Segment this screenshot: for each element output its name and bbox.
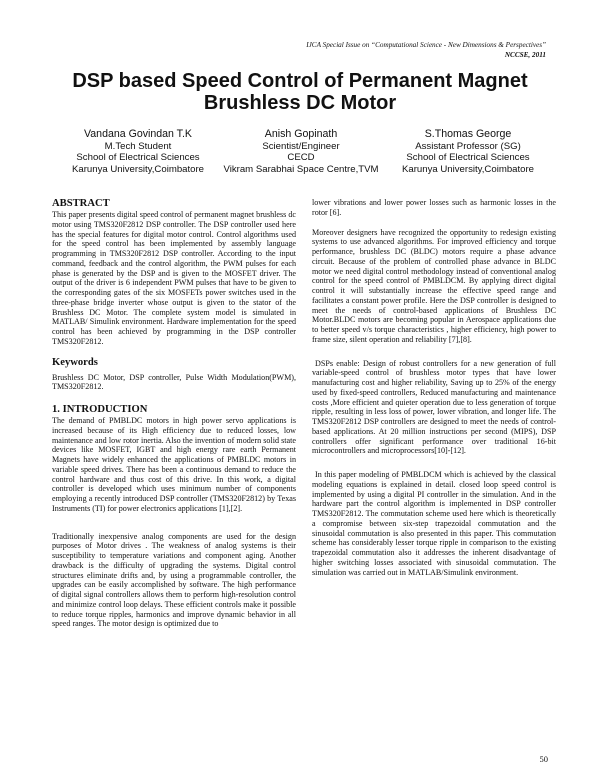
right-paragraph-4: In this paper modeling of PMBLDCM which is achieved by the classical modeling equations is explained in detail. closed loop speed control is implemented by using a digital PI controller in the simulation. And in the hardware part the control algorithm is implemented in DSP controller TMS320F2812. The commutation scheme used here which is theoretically a compromise between six-step trapezoidal commutation and the sinusoidal commutation is also presented in this paper. This commutation scheme has considerably lesser torque ripple in comparison to the existing trapezoidal commutation also it addresses the inherent disadvantage of higher switching losses associated with sinusoidal commutation. The simulation was carried out in MATLAB/Simulink environment. (312, 470, 556, 577)
author-role: Scientist/Engineer (262, 140, 340, 152)
intro-paragraph-2: Traditionally inexpensive analog components are used for the design purposes of Motor drives . The weakness of analog systems is their susceptibility to temperature variations and component aging. Another drawback is the difficulty of upgrading the systems. Digital control structures eliminate drifts and, by using a programmable controller, the upgrades can be easily accomplished by software. The high performance of digital signal controllers allows them to perform high-resolution control and minimize control loop delays. These efficient controls make it possible to reduce torque ripples, harmonics and improve dynamic behavior in all speed ranges. The motor design is optimized due to (52, 531, 296, 629)
running-header-journal: IJCA Special Issue on “Computational Science - New Dimensions & Perspectives” (306, 41, 546, 49)
page-number: 50 (539, 754, 548, 764)
abstract-heading: ABSTRACT (52, 198, 110, 209)
author-role: Assistant Professor (SG) (415, 140, 521, 152)
author-role: M.Tech Student (104, 140, 172, 152)
author-name: Vandana Govindan T.K (84, 128, 192, 140)
left-column (52, 198, 296, 629)
running-header-issue: NCCSE, 2011 (504, 51, 546, 59)
author-org: Vikram Sarabhai Space Centre,TVM (223, 163, 379, 175)
right-paragraph-2: Moreover designers have recognized the opportunity to redesign existing systems to use advanced algorithms. For improved efficiency and torque performance, brushless DC (BLDC) motors require a phase advance circuit. Because of the problem of controlled phase advance in BLDC motor we need digital control methodology instead of conventional analog control for the speed control of PMBLDCM. By applying direct digital control it will substantially increase the effective speed range and facilitates a constant power profile. Here the DSP controller is designed to meet the needs of control-based applications of Brushless DC Motor.BLDC motors are becoming popular in Aerospace applications due to better speed v/s torque characteristics , higher efficiency, high power to frame size, silent operation and reliability [7],[8]. (312, 227, 556, 344)
keywords-heading: Keywords (52, 356, 98, 368)
intro-heading: 1. INTRODUCTION (52, 404, 148, 415)
author-block-3 (383, 128, 553, 175)
author-name: S.Thomas George (424, 128, 512, 140)
right-paragraph-1: lower vibrations and lower power losses such as harmonic losses in the rotor [6]. (312, 198, 556, 217)
intro-paragraph-1: The demand of PMBLDC motors in high power servo applications is increased because of its High efficiency due to reduced losses, low maintenance and low rotor inertia. Also the invention of modern solid state devices like MOSFET, IGBT and high energy rare earth Permanent Magnets have widely enhanced the applications of PMBLDC motors in variable speed drives. There has been a continuous demand to reduce the control hardware and thus cost of this drive. In this work, a digital controller is developed which uses minimum number of components employing a recently introduced DSP controller (TMS320F2812) by Texas Instruments (TI) for power electronics applications [1],[2]. (52, 416, 296, 513)
author-name: Anish Gopinath (264, 128, 338, 140)
abstract-text: This paper presents digital speed control of permanent magnet brushless dc motor using TMS320F2812 DSP controller. The DSP controller used here has the special features for digital motor control. Control algorithms used for the speed control has been implemented by assembly language programming in TMS320F2812 DSP controller. According to the input command, feedback and the control algorithm, the PWM pulses for each phase is generated by the DSP and is given to the MOSFET driver. The output of the driver is 6 independent PWM pulses that have to be given to the corresponding gates of the six MOSFETs power switches used in the three-phase bridge inverter whose output is given to the stator of the Brushless DC Motor. The complete system model is simulated in MATLAB/ Simulink environment. Hardware implementation for the speed control has been achieved by programming in the DSP controller TMS320F2812. (52, 210, 296, 346)
author-dept: School of Electrical Sciences (76, 152, 200, 164)
author-dept: School of Electrical Sciences (406, 152, 530, 164)
author-block-1 (53, 128, 223, 175)
author-dept: CECD (287, 152, 315, 164)
author-org: Karunya University,Coimbatore (401, 163, 535, 175)
right-column (312, 198, 556, 577)
author-block-2 (216, 128, 386, 175)
paper-title: DSP based Speed Control of Permanent Magnet Brushless DC Motor (72, 70, 528, 114)
right-paragraph-3: DSPs enable: Design of robust controllers for a new generation of full variable-speed control of brushless motor types that have lower manufacturing cost and higher reliability, Saving up to 25% of the energy used by fixed-speed controllers, Reduced manufacturing and maintenance costs ,More efficient and quieter operation due to less generation of torque ripple, resulting in less loss of power, lower vibration, and longer life. The TMS320F2812 DSP controllers are designed to meet the needs of control-based applications. At 20 million instructions per second (MIPS), DSP controllers offer significant performance over traditional 16-bit microcontrollers and microprocessors[10]-[12]. (312, 358, 556, 456)
keywords-text: Brushless DC Motor, DSP controller, Pulse Width Modulation(PWM), TMS320F2812. (52, 372, 296, 392)
author-org: Karunya University,Coimbatore (71, 163, 205, 175)
